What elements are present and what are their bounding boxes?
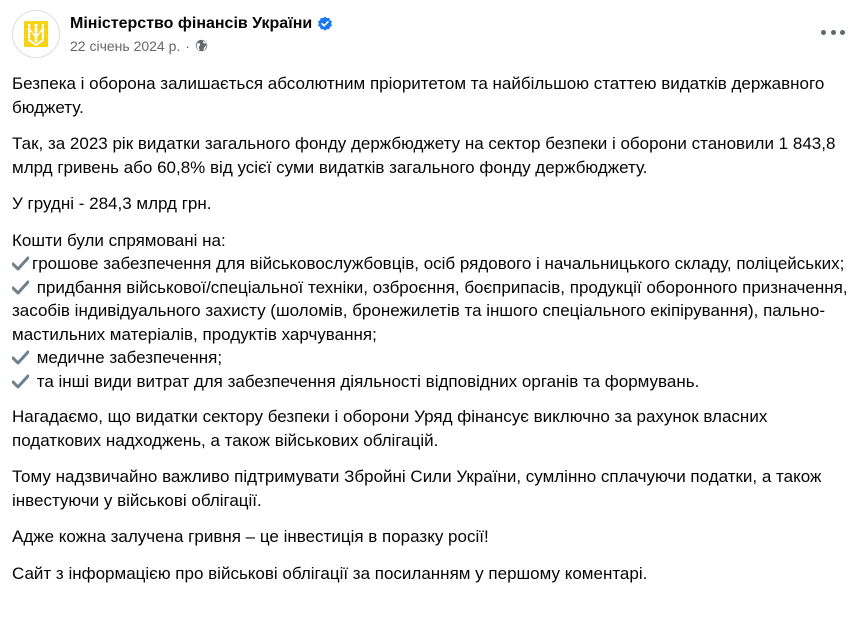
more-options-icon-dot (831, 30, 836, 35)
post-paragraph: Тому надзвичайно важливо підтримувати Збройні Сили України, сумлінно сплачуючи податки, а також інвестуючи у військові облігації. (12, 467, 822, 510)
page-name-row (70, 14, 333, 34)
post-paragraph: Адже кожна залучена гривня – це інвестиція в поразку росії! (12, 527, 489, 546)
check-mark-icon (12, 256, 29, 271)
post-header (12, 10, 333, 58)
verified-badge-icon (317, 16, 333, 32)
check-mark-icon (12, 280, 29, 295)
funding-list (12, 229, 857, 394)
page-name-link[interactable]: Міністерство фінансів України (70, 14, 313, 32)
meta-separator: · (185, 37, 190, 54)
check-mark-icon (12, 374, 29, 389)
post-paragraph: Нагадаємо, що видатки сектору безпеки і оборони Уряд фінансує виключно за рахунок власних податкових надходжень, а також військових облігацій. (12, 407, 768, 450)
post-meta (70, 14, 333, 55)
trident-emblem-icon (21, 19, 51, 49)
post-body (12, 72, 857, 598)
list-item: медичне забезпечення; (32, 348, 223, 367)
check-mark-icon (12, 350, 29, 365)
more-options-icon-dot (821, 30, 826, 35)
post-paragraph: У грудні - 284,3 млрд грн. (12, 194, 212, 213)
list-item: та інші види витрат для забезпечення діяльності відповідних органів та формувань. (32, 371, 700, 391)
more-options-icon-dot (840, 30, 845, 35)
list-item: грошове забезпечення для військовослужбовців, осіб рядового і начальницького складу, поліцейських; (32, 254, 845, 273)
list-intro: Кошти були спрямовані на: (12, 230, 226, 250)
list-item: придбання військової/спеціальної техніки, озброєння, боєприпасів, продукції оборонного призначення, засобів індивідуального захисту (шоломів, бронежилетів та іншого спеціального екіпірування), пально-мастильних матеріалів, продуктів харчування; (12, 277, 848, 344)
page-avatar[interactable] (12, 10, 60, 58)
post-date-link[interactable]: 22 січень 2024 р. (70, 37, 181, 54)
post-date-row (70, 37, 333, 55)
post-paragraph: Сайт з інформацією про військові облігації за посиланням у першому коментарі. (12, 563, 648, 583)
post-paragraph: Безпека і оборона залишається абсолютним пріоритетом та найбільшою статтею видатків державного бюджету. (12, 74, 825, 117)
post-paragraph: Так, за 2023 рік видатки загального фонду держбюджету на сектор безпеки і оборони становили 1 843,8 млрд гривень або 60,8% від усієї суми видатків загального фонду держбюджету. (12, 134, 836, 177)
more-options-button[interactable] (821, 24, 845, 40)
globe-icon[interactable] (195, 39, 208, 52)
